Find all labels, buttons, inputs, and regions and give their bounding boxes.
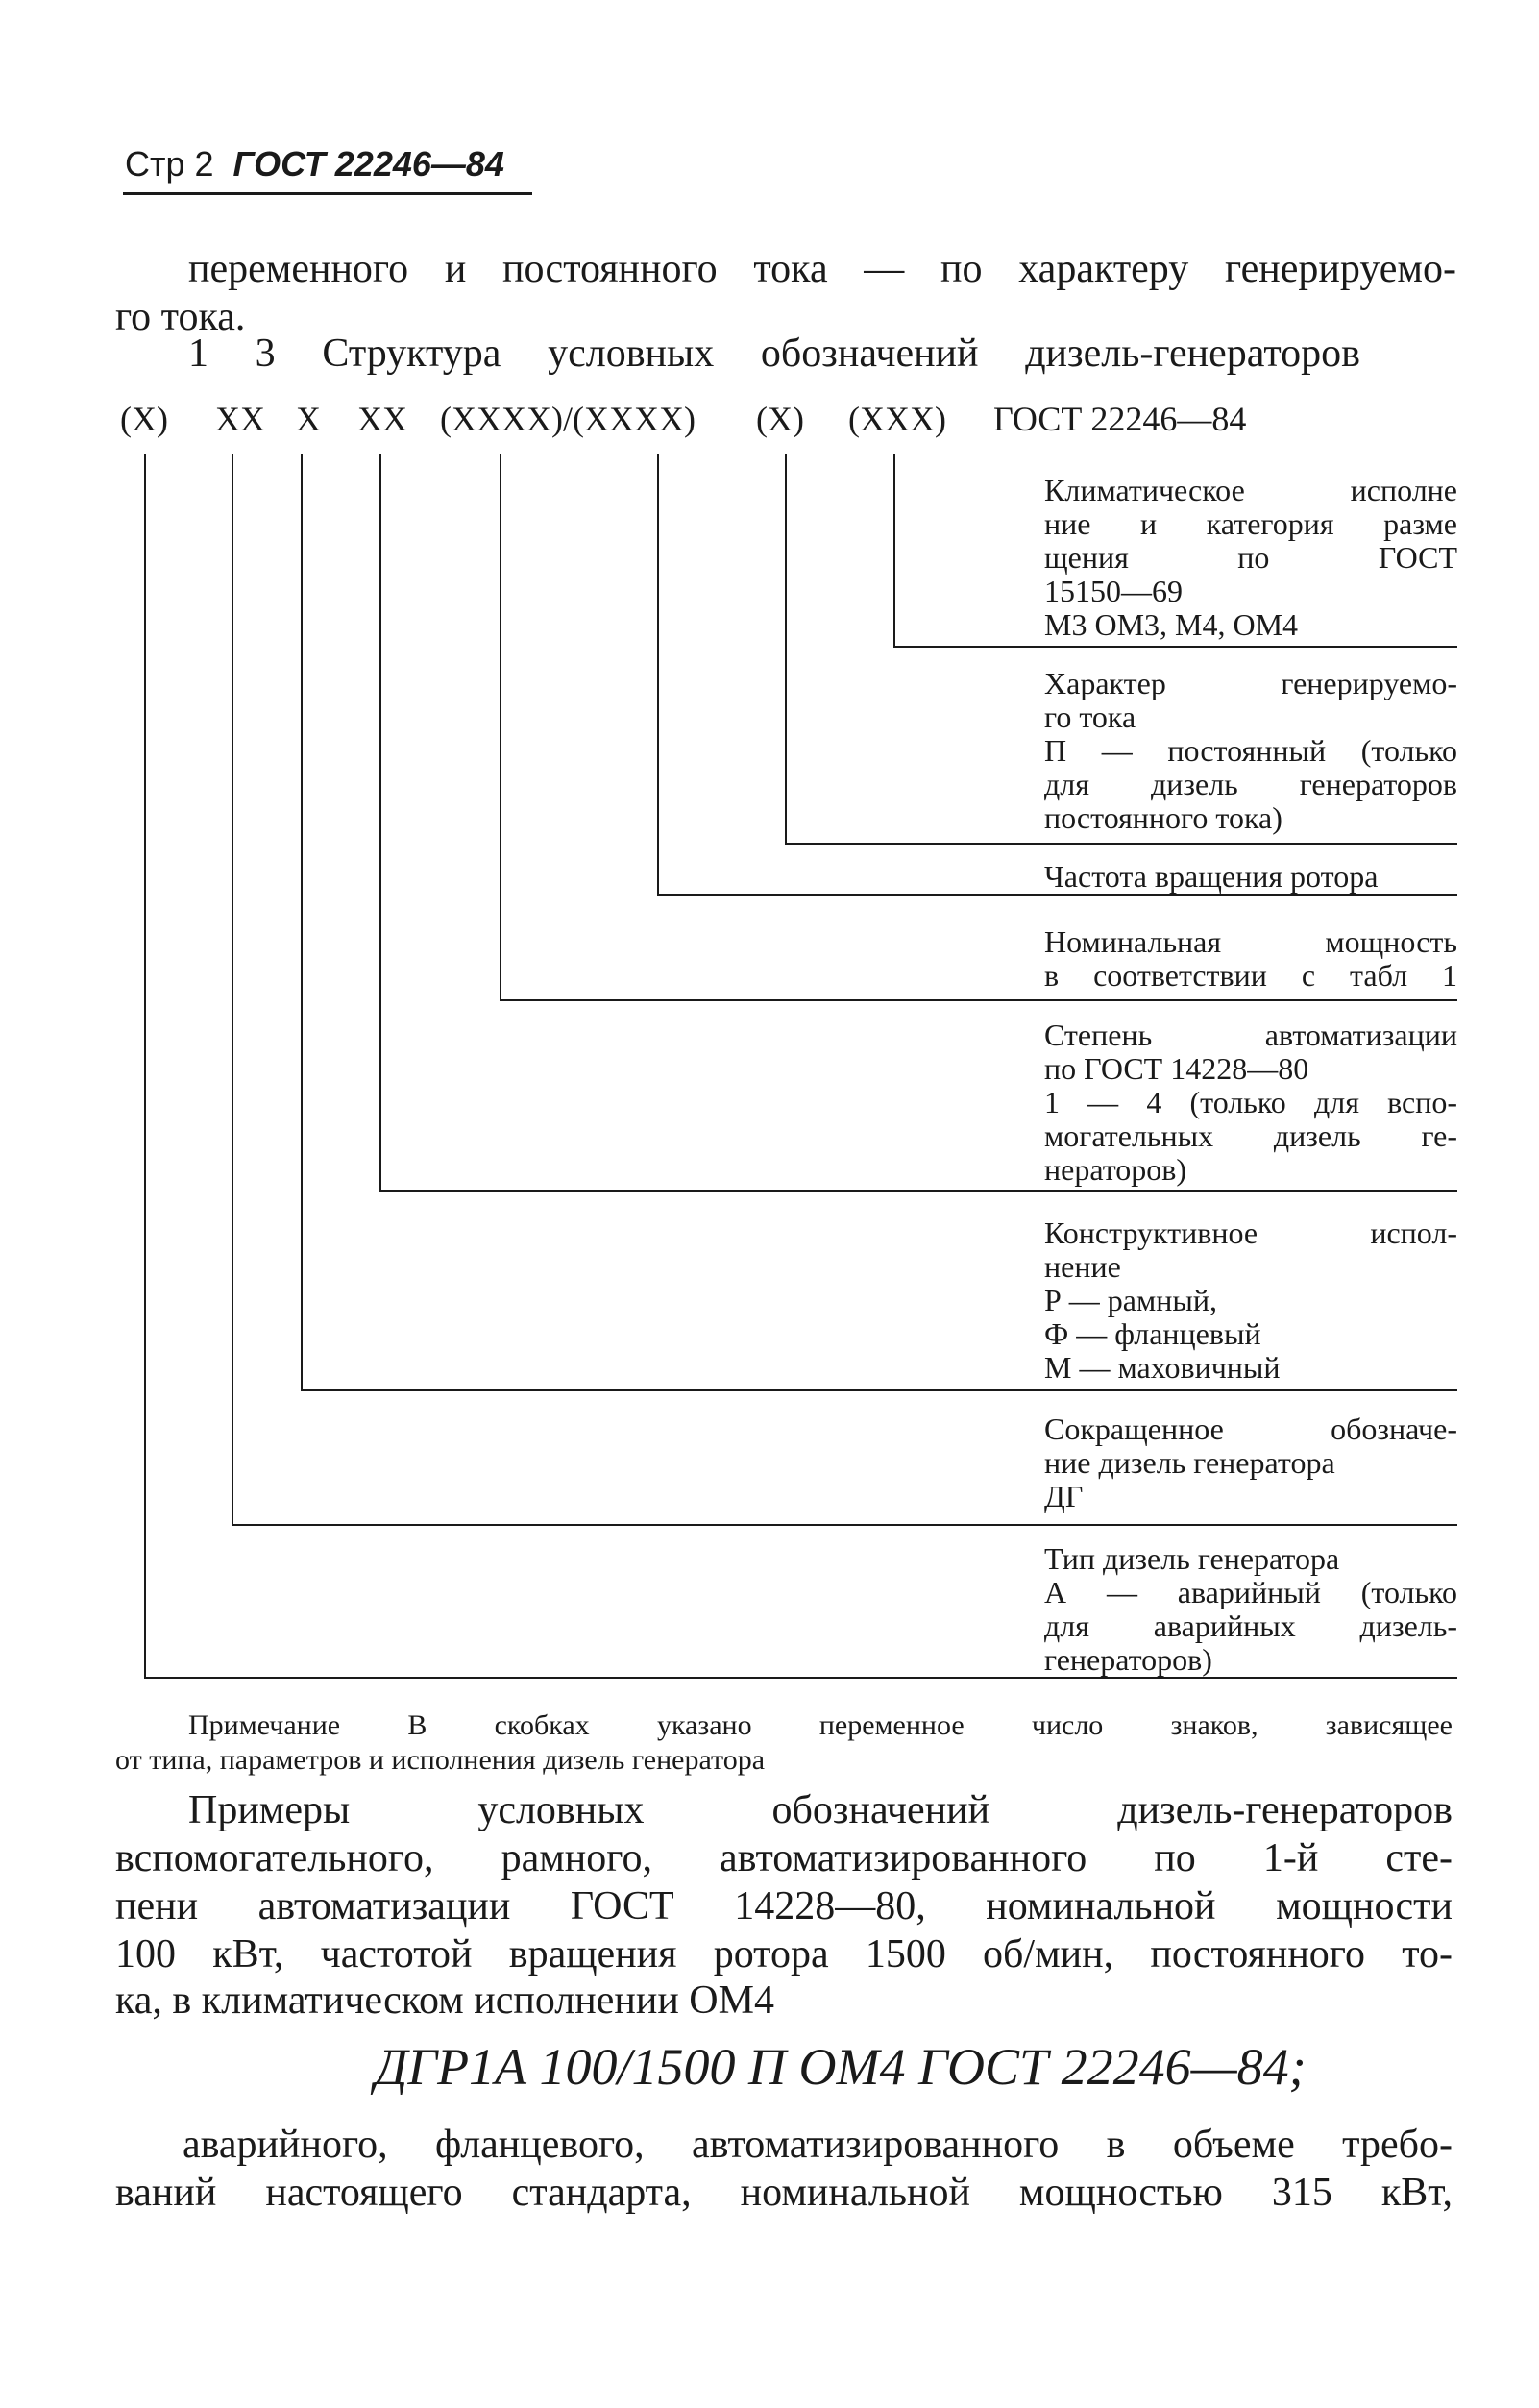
label-automation-line: по ГОСТ 14228—80 bbox=[1044, 1051, 1309, 1086]
label-climate-line: М3 ОМ3, М4, ОМ4 bbox=[1044, 607, 1299, 642]
label-current-line: Характер генерируемо- bbox=[1044, 666, 1457, 700]
label-current-type bbox=[1044, 667, 1457, 835]
leader-speed bbox=[657, 454, 659, 894]
label-climate-line: 15150—69 bbox=[1044, 574, 1183, 608]
standard-number: ГОСТ 22246—84 bbox=[232, 144, 504, 184]
intro-line-2: го тока. bbox=[115, 295, 246, 339]
leader-current bbox=[785, 454, 787, 844]
example-line-1: вспомогательного, рамного, автоматизированного по 1-й сте- bbox=[115, 1836, 1453, 1880]
label-design-line: нение bbox=[1044, 1249, 1121, 1284]
label-climate-line: ние и категория разме bbox=[1044, 506, 1457, 541]
formula-part-6: (Х) bbox=[756, 400, 804, 438]
leader-type bbox=[144, 454, 146, 1679]
leader-automation bbox=[379, 454, 381, 1192]
example-designation: ДГР1А 100/1500 П ОМ4 ГОСТ 22246—84; bbox=[375, 2038, 1307, 2096]
separator-speed bbox=[657, 894, 1457, 896]
separator-current bbox=[785, 843, 1457, 845]
label-short-designation bbox=[1044, 1413, 1457, 1513]
label-climate bbox=[1044, 474, 1457, 642]
separator-short bbox=[232, 1524, 1457, 1526]
label-design-line: Ф — фланцевый bbox=[1044, 1316, 1261, 1351]
label-automation-line: могательных дизель ге- bbox=[1044, 1118, 1457, 1153]
label-short-line: ДГ bbox=[1044, 1479, 1084, 1513]
tail-line-2: ваний настоящего стандарта, номинальной мощностью 315 кВт, bbox=[115, 2171, 1453, 2215]
label-power bbox=[1044, 925, 1457, 993]
label-current-line: П — постоянный (только bbox=[1044, 733, 1457, 768]
examples-heading: Примеры условных обозначений дизель-генераторов bbox=[188, 1788, 1453, 1832]
leader-design bbox=[301, 454, 303, 1390]
formula-part-8: ГОСТ 22246—84 bbox=[993, 400, 1247, 438]
formula-part-2: ХХ bbox=[215, 400, 265, 438]
label-generator-type bbox=[1044, 1542, 1457, 1677]
leader-short bbox=[232, 454, 233, 1526]
page-number: Стр 2 bbox=[125, 144, 214, 184]
label-short-line: Сокращенное обозначе- bbox=[1044, 1412, 1457, 1446]
tail-line-1: аварийного, фланцевого, автоматизированного в объеме требо- bbox=[183, 2123, 1453, 2167]
label-current-line: го тока bbox=[1044, 700, 1136, 734]
example-line-4: ка, в климатическом исполнении ОМ4 bbox=[115, 1978, 774, 2023]
example-line-3: 100 кВт, частотой вращения ротора 1500 об/мин, постоянного то- bbox=[115, 1932, 1453, 1977]
label-short-line: ние дизель генератора bbox=[1044, 1445, 1335, 1480]
label-automation-line: Степень автоматизации bbox=[1044, 1018, 1457, 1052]
separator-climate bbox=[893, 646, 1457, 648]
formula-part-3: Х bbox=[296, 400, 321, 438]
label-design-line: Конструктивное испол- bbox=[1044, 1216, 1457, 1250]
separator-power bbox=[500, 999, 1457, 1001]
label-type-line: генераторов) bbox=[1044, 1642, 1212, 1677]
label-rotor-speed bbox=[1044, 860, 1457, 894]
formula-part-4: ХХ bbox=[357, 400, 407, 438]
label-design-line: Р — рамный, bbox=[1044, 1283, 1217, 1317]
label-power-line: Номинальная мощность bbox=[1044, 924, 1457, 959]
separator-automation bbox=[379, 1190, 1457, 1192]
label-speed-line: Частота вращения ротора bbox=[1044, 859, 1379, 894]
page-header bbox=[125, 144, 504, 184]
label-type-line: А — аварийный (только bbox=[1044, 1575, 1457, 1609]
formula-part-5: (ХХХХ)/(ХХХХ) bbox=[440, 400, 696, 438]
header-rule bbox=[123, 192, 532, 195]
label-type-line: Тип дизель генератора bbox=[1044, 1541, 1340, 1576]
example-line-2: пени автоматизации ГОСТ 14228—80, номинальной мощности bbox=[115, 1884, 1453, 1929]
label-current-line: постоянного тока) bbox=[1044, 800, 1282, 835]
intro-line-1: переменного и постоянного тока — по характеру генерируемо- bbox=[188, 247, 1456, 291]
label-automation-line: 1 — 4 (только для вспо- bbox=[1044, 1085, 1457, 1119]
separator-type bbox=[144, 1677, 1457, 1679]
formula-part-1: (Х) bbox=[120, 400, 168, 438]
leader-power bbox=[500, 454, 501, 1000]
section-heading: 1 3 Структура условных обозначений дизель-генераторов bbox=[188, 332, 1360, 376]
label-type-line: для аварийных дизель- bbox=[1044, 1609, 1457, 1643]
label-climate-line: щения по ГОСТ bbox=[1044, 540, 1457, 575]
label-design bbox=[1044, 1216, 1457, 1385]
label-current-line: для дизель генераторов bbox=[1044, 767, 1457, 801]
note-line-2: от типа, параметров и исполнения дизель генератора bbox=[115, 1744, 766, 1776]
label-design-line: М — маховичный bbox=[1044, 1350, 1281, 1385]
leader-climate bbox=[893, 454, 895, 646]
separator-design bbox=[301, 1389, 1457, 1391]
formula-part-7: (ХХХ) bbox=[848, 400, 946, 438]
label-automation bbox=[1044, 1019, 1457, 1187]
note-line-1: Примечание В скобках указано переменное число знаков, зависящее bbox=[188, 1709, 1453, 1741]
label-automation-line: нераторов) bbox=[1044, 1152, 1187, 1187]
label-power-line: в соответствии с табл 1 bbox=[1044, 958, 1457, 993]
label-climate-line: Климатическое исполне bbox=[1044, 473, 1457, 507]
